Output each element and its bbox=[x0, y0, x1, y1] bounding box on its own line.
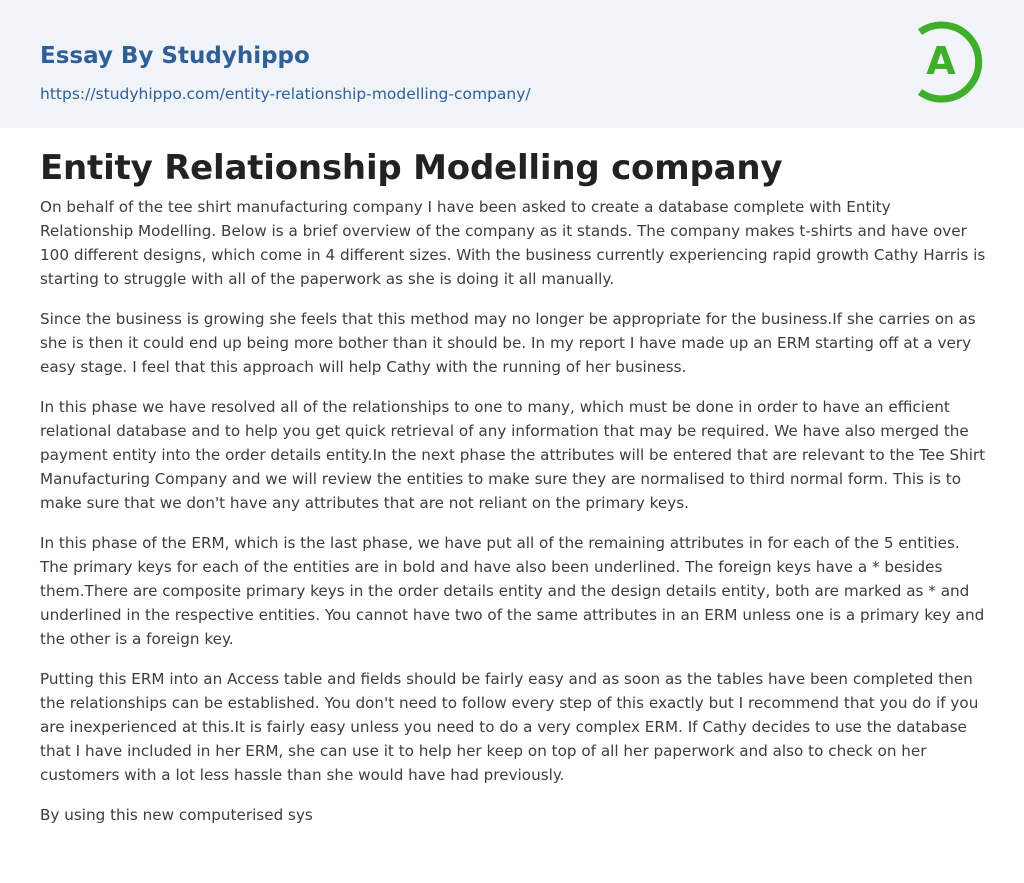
paragraph: Since the business is growing she feels that this method may no longer be appropriate for the business.If she carries on as she is then it could end up being more bother than it should be. In my report I have made up an ERM starting off at a very easy stage. I feel that this approach will help Cathy with the running of her business. bbox=[40, 310, 976, 376]
paragraph: Putting this ERM into an Access table and fields should be fairly easy and as soon as the tables have been completed then the relationships can be established. You don't need to follow every step of this exactly but I recommend that you do if you are inexperienced at this.It is fairly easy unless you need to do a very complex ERM. If Cathy decides to use the database that I have included in her ERM, she can use it to help her keep on top of all her paperwork and also to check on her customers with a lot less hassle than she would have had previously. bbox=[40, 670, 979, 784]
paragraph-truncated: By using this new computerised sys bbox=[40, 806, 313, 824]
article bbox=[40, 146, 988, 843]
paragraph: On behalf of the tee shirt manufacturing company I have been asked to create a database complete with Entity Relationship Modelling. Below is a brief overview of the company as it stands. The company makes t-shirts and have over 100 different designs, which come in 4 different sizes. With the business currently experiencing rapid growth Cathy Harris is starting to struggle with all of the paperwork as she is doing it all manually. bbox=[40, 198, 986, 288]
essay-url-link[interactable]: https://studyhippo.com/entity-relationship-modelling-company/ bbox=[40, 85, 531, 103]
studyhippo-logo-icon[interactable] bbox=[910, 18, 988, 106]
brand-title[interactable]: Essay By Studyhippo bbox=[40, 43, 310, 69]
page-title: Entity Relationship Modelling company bbox=[40, 148, 783, 188]
paragraph: In this phase of the ERM, which is the last phase, we have put all of the remaining attributes in for each of the 5 entities. The primary keys for each of the entities are in bold and have also been underlined. The foreign keys have a * besides them.There are composite primary keys in the order details entity and the design details entity, both are marked as * and underlined in the respective entities. You cannot have two of the same attributes in an ERM unless one is a primary key and the other is a foreign key. bbox=[40, 534, 985, 648]
site-header bbox=[0, 0, 1024, 128]
paragraph: In this phase we have resolved all of the relationships to one to many, which must be done in order to have an efficient relational database and to help you get quick retrieval of any information that may be required. We have also merged the payment entity into the order details entity.In the next phase the attributes will be entered that are relevant to the Tee Shirt Manufacturing Company and we will review the entities to make sure they are normalised to third normal form. This is to make sure that we don't have any attributes that are not reliant on the primary keys. bbox=[40, 398, 986, 512]
logo-letter: A bbox=[926, 39, 956, 83]
